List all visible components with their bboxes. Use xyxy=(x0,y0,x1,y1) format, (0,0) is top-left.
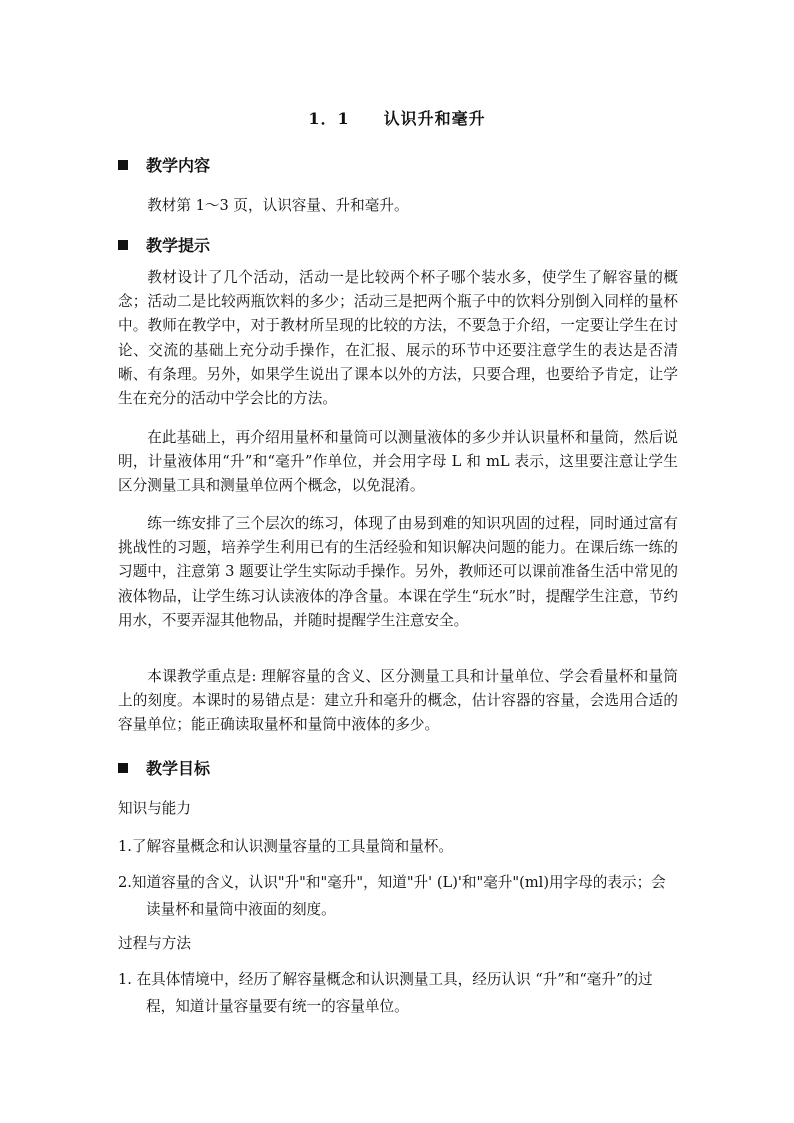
goals-item-1: 1.了解容量概念和认识测量容量的工具量筒和量杯。 xyxy=(118,838,453,855)
goals-item-3: 1. 在具体情境中，经历了解容量概念和认识测量工具，经历认识 “升”和“毫升”的过程，知道计量容量要有统一的容量单位。 xyxy=(118,971,653,1015)
heading-text: 教学内容 xyxy=(146,156,211,175)
title-number: 1．1 xyxy=(308,109,350,128)
square-bullet-icon xyxy=(118,763,128,773)
hints-paragraph-2: 在此基础上，再介绍用量杯和量筒可以测量液体的多少并认识量杯和量筒，然后说明，计量液体用“升”和“毫升”作单位，并会用字母 L 和 mL 表示，这里要注意让学生区分测量工具和测量单位两个概念，以免混淆。 xyxy=(118,429,678,495)
hints-paragraph-1: 教材设计了几个活动，活动一是比较两个杯子哪个装水多，使学生了解容量的概念；活动二是比较两瓶饮料的多少；活动三是把两个瓶子中的饮料分别倒入同样的量杯中。教师在教学中，对于教材所呈现的比较的方法，不要急于介绍，一定要让学生在讨论、交流的基础上充分动手操作，在汇报、展示的环节中还要注意学生的表达是否清晰、有条理。另外，如果学生说出了课本以外的方法，只要合理，也要给予肯定，让学生在充分的活动中学会比的方法。 xyxy=(118,269,678,408)
section-heading-content xyxy=(118,153,210,176)
content-paragraph: 教材第 1～3 页，认识容量、升和毫升。 xyxy=(147,197,409,214)
section-heading-hints xyxy=(118,233,210,256)
hints-paragraph-4: 本课教学重点是: 理解容量的含义、区分测量工具和计量单位、学会看量杯和量筒上的刻度。本课时的易错点是：建立升和毫升的概念，估计容器的容量，会选用合适的容量单位；能正确读取量杯和量筒中液体的多少。 xyxy=(118,668,678,734)
square-bullet-icon xyxy=(118,160,128,170)
goals-subheading-process: 过程与方法 xyxy=(118,935,191,952)
title-text: 认识升和毫升 xyxy=(383,109,486,128)
heading-text: 教学提示 xyxy=(146,236,211,255)
goals-subheading-knowledge: 知识与能力 xyxy=(118,800,191,817)
square-bullet-icon xyxy=(118,240,128,250)
heading-text: 教学目标 xyxy=(146,759,211,778)
goals-item-2: 2.知道容量的含义，认识"升"和"毫升"，知道"升' (L)'和"毫升"(ml)用字母的表示；会读量杯和量筒中液面的刻度。 xyxy=(118,874,666,918)
section-heading-goals xyxy=(118,756,210,779)
hints-paragraph-3: 练一练安排了三个层次的练习，体现了由易到难的知识巩固的过程，同时通过富有挑战性的习题，培养学生利用已有的生活经验和知识解决问题的能力。在课后练一练的习题中，注意第 3 题要让学生实际动手操作。另外，教师还可以课前准备生活中常见的液体物品，让学生练习认读液体的净含量。本课在学生“玩水”时，提醒学生注意，节约用水，不要弄湿其他物品，并随时提醒学生注意安全。 xyxy=(118,515,678,629)
page-title xyxy=(0,106,794,129)
